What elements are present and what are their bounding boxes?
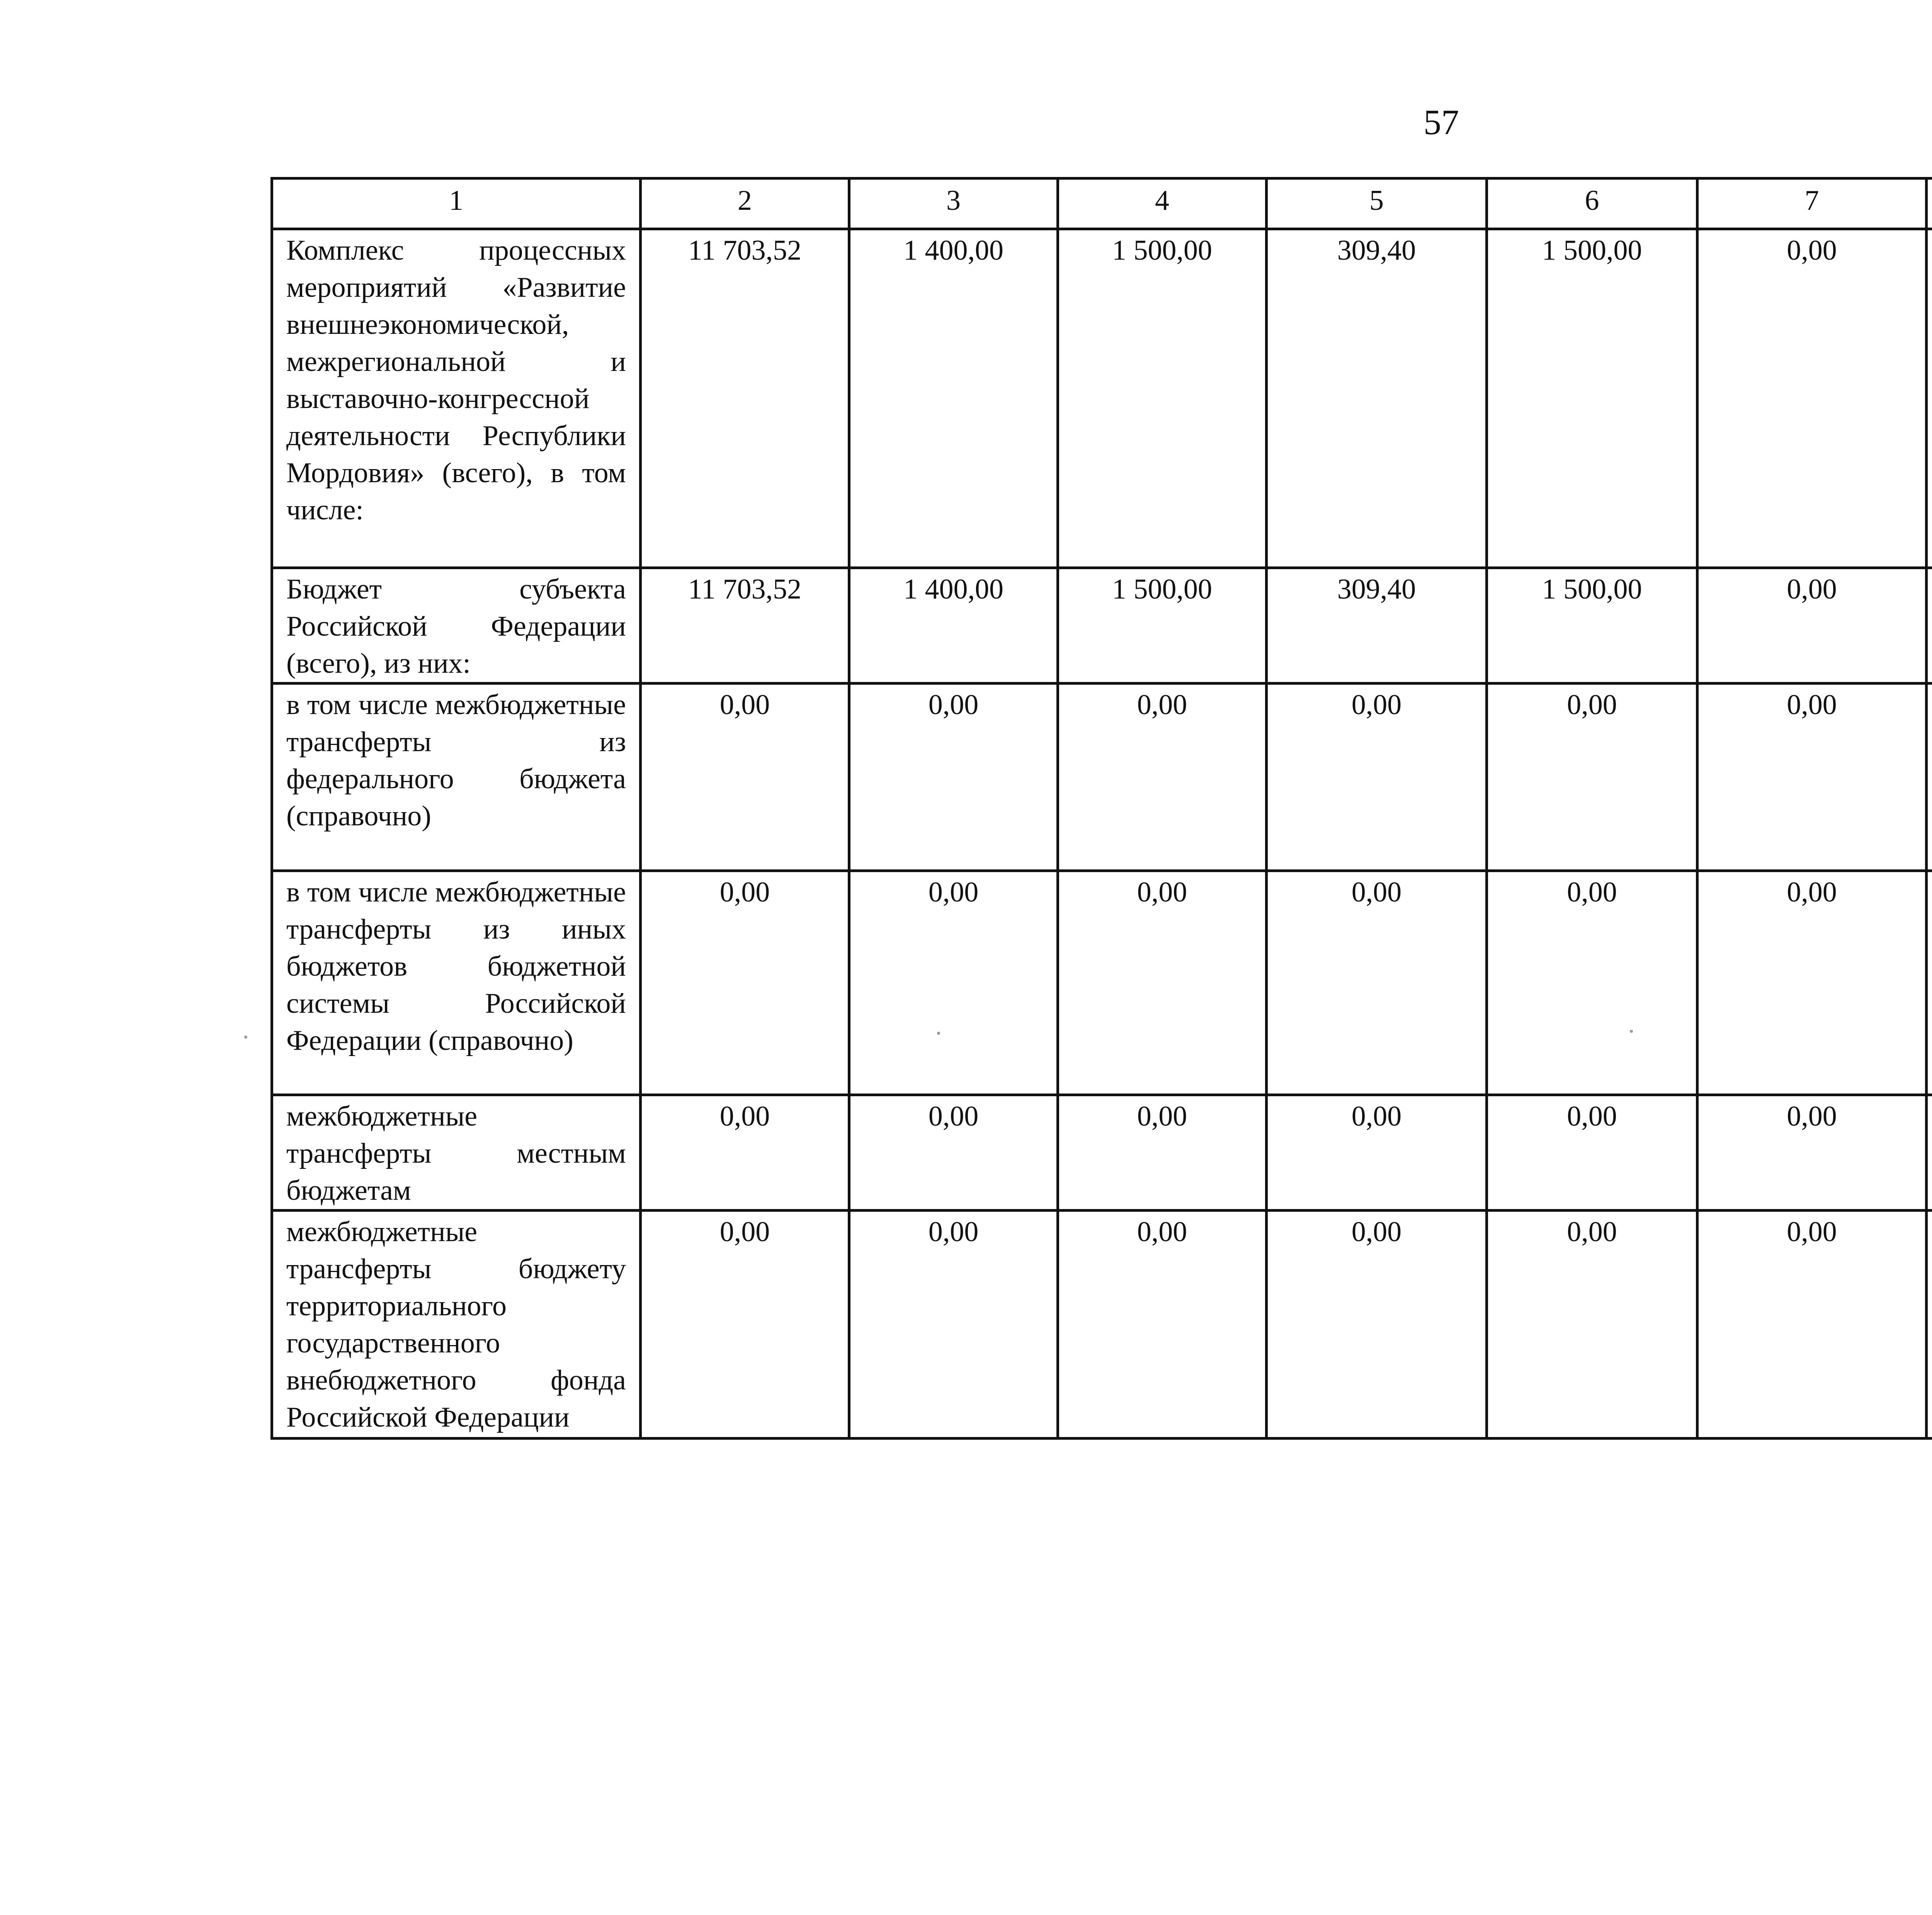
value-cell: [1927, 684, 1932, 871]
value-cell: 1 400,00: [849, 229, 1058, 568]
value-cell: 309,40: [1267, 229, 1487, 568]
value-cell: 0,00: [1487, 1211, 1697, 1439]
value-cell: 0,00: [1697, 1211, 1927, 1439]
value-cell: [1927, 871, 1932, 1095]
value-cell: [1927, 568, 1932, 684]
value-cell: 1 500,00: [1487, 568, 1697, 684]
value-cell: 0,00: [849, 1211, 1058, 1439]
value-cell: 0,00: [1697, 684, 1927, 871]
row-label: межбюджетные трансферты бюджету территориального государственного внебюджетного фонда Российской Федерации: [272, 1211, 641, 1439]
value-cell: 11 703,52: [641, 229, 849, 568]
value-cell: 0,00: [1697, 1095, 1927, 1211]
row-label: Комплекс процессных мероприятий «Развитие внешнеэкономической, межрегиональной и выставочно-конгрессной деятельности Республики Мордовия» (всего), в том числе:: [272, 229, 641, 568]
value-cell: 0,00: [1267, 1095, 1487, 1211]
row-label: в том числе межбюджетные трансферты из иных бюджетов бюджетной системы Российской Федерации (справочно): [272, 871, 641, 1095]
table-row: [272, 1211, 1932, 1439]
value-cell: 0,00: [849, 871, 1058, 1095]
value-cell: [1927, 229, 1932, 568]
column-header: [1927, 179, 1932, 229]
table-row: [272, 229, 1932, 568]
value-cell: 0,00: [1267, 684, 1487, 871]
scan-speck: [1630, 1030, 1633, 1033]
value-cell: 0,00: [1487, 684, 1697, 871]
value-cell: 1 500,00: [1058, 568, 1267, 684]
table-row: [272, 1095, 1932, 1211]
value-cell: 0,00: [1058, 1095, 1267, 1211]
table-row: [272, 568, 1932, 684]
value-cell: 0,00: [1267, 871, 1487, 1095]
column-header: 1: [272, 179, 641, 229]
column-header: 5: [1267, 179, 1487, 229]
value-cell: 309,40: [1267, 568, 1487, 684]
value-cell: 0,00: [849, 1095, 1058, 1211]
value-cell: 1 500,00: [1487, 229, 1697, 568]
table-row: [272, 871, 1932, 1095]
value-cell: 0,00: [641, 1211, 849, 1439]
column-header: 6: [1487, 179, 1697, 229]
value-cell: 0,00: [1697, 568, 1927, 684]
value-cell: [1927, 1211, 1932, 1439]
value-cell: 0,00: [641, 1095, 849, 1211]
column-header: 7: [1697, 179, 1927, 229]
value-cell: 11 703,52: [641, 568, 849, 684]
column-header: 4: [1058, 179, 1267, 229]
value-cell: 0,00: [1697, 871, 1927, 1095]
row-label: Бюджет субъекта Российской Федерации (всего), из них:: [272, 568, 641, 684]
value-cell: 0,00: [641, 871, 849, 1095]
column-header: 3: [849, 179, 1058, 229]
value-cell: 0,00: [1697, 229, 1927, 568]
value-cell: 0,00: [1487, 871, 1697, 1095]
row-label: в том числе межбюджетные трансферты из федерального бюджета (справочно): [272, 684, 641, 871]
value-cell: 0,00: [641, 684, 849, 871]
header-row: [272, 179, 1932, 229]
value-cell: 0,00: [1487, 1095, 1697, 1211]
table-row: [272, 684, 1932, 871]
value-cell: 0,00: [1267, 1211, 1487, 1439]
scan-speck: [244, 1036, 247, 1039]
value-cell: 0,00: [849, 684, 1058, 871]
value-cell: 1 400,00: [849, 568, 1058, 684]
column-header: 2: [641, 179, 849, 229]
value-cell: 1 500,00: [1058, 229, 1267, 568]
row-label: межбюджетные трансферты местным бюджетам: [272, 1095, 641, 1211]
scan-speck: [937, 1032, 940, 1035]
page-number: 57: [1423, 102, 1459, 142]
value-cell: 0,00: [1058, 871, 1267, 1095]
budget-table: [270, 177, 1932, 1440]
value-cell: 0,00: [1058, 684, 1267, 871]
value-cell: [1927, 1095, 1932, 1211]
value-cell: 0,00: [1058, 1211, 1267, 1439]
